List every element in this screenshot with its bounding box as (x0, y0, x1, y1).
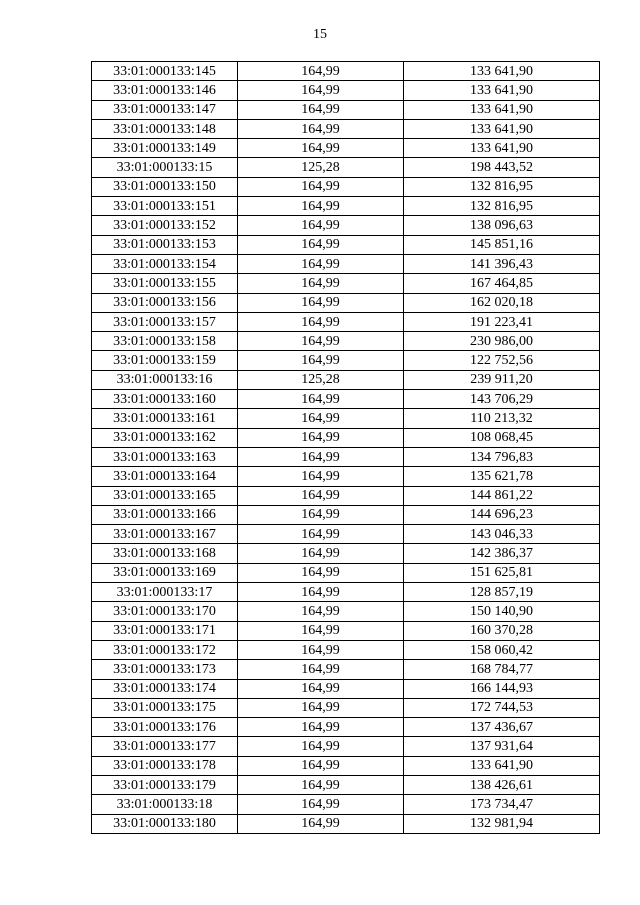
table-row (92, 795, 600, 814)
cadastral-number-cell: 33:01:000133:158 (92, 332, 238, 351)
table-row (92, 235, 600, 254)
cadastral-number-cell: 33:01:000133:152 (92, 216, 238, 235)
cadastral-number-cell: 33:01:000133:15 (92, 158, 238, 177)
cadastral-number-cell: 33:01:000133:163 (92, 447, 238, 466)
area-cell: 125,28 (238, 370, 404, 389)
value-cell: 142 386,37 (404, 544, 600, 563)
cadastral-number-cell: 33:01:000133:18 (92, 795, 238, 814)
table-row (92, 158, 600, 177)
value-cell: 133 641,90 (404, 81, 600, 100)
table-row (92, 737, 600, 756)
table-row (92, 100, 600, 119)
area-cell: 164,99 (238, 409, 404, 428)
area-cell: 164,99 (238, 505, 404, 524)
cadastral-number-cell: 33:01:000133:16 (92, 370, 238, 389)
cadastral-number-cell: 33:01:000133:150 (92, 177, 238, 196)
table-row (92, 602, 600, 621)
cadastral-number-cell: 33:01:000133:180 (92, 814, 238, 833)
value-cell: 150 140,90 (404, 602, 600, 621)
area-cell: 164,99 (238, 312, 404, 331)
cadastral-number-cell: 33:01:000133:153 (92, 235, 238, 254)
area-cell: 164,99 (238, 775, 404, 794)
value-cell: 162 020,18 (404, 293, 600, 312)
value-cell: 133 641,90 (404, 139, 600, 158)
value-cell: 143 706,29 (404, 390, 600, 409)
area-cell: 164,99 (238, 544, 404, 563)
cadastral-number-cell: 33:01:000133:159 (92, 351, 238, 370)
table-row (92, 621, 600, 640)
value-cell: 158 060,42 (404, 640, 600, 659)
value-cell: 108 068,45 (404, 428, 600, 447)
area-cell: 164,99 (238, 583, 404, 602)
value-cell: 151 625,81 (404, 563, 600, 582)
cadastral-number-cell: 33:01:000133:166 (92, 505, 238, 524)
value-cell: 168 784,77 (404, 660, 600, 679)
area-cell: 125,28 (238, 158, 404, 177)
cadastral-number-cell: 33:01:000133:157 (92, 312, 238, 331)
table-row (92, 756, 600, 775)
value-cell: 198 443,52 (404, 158, 600, 177)
value-cell: 138 096,63 (404, 216, 600, 235)
table-row (92, 62, 600, 81)
area-cell: 164,99 (238, 698, 404, 717)
area-cell: 164,99 (238, 718, 404, 737)
table-row (92, 274, 600, 293)
table-row (92, 119, 600, 138)
table-row (92, 679, 600, 698)
table-row (92, 583, 600, 602)
table-row (92, 718, 600, 737)
value-cell: 128 857,19 (404, 583, 600, 602)
area-cell: 164,99 (238, 525, 404, 544)
cadastral-number-cell: 33:01:000133:165 (92, 486, 238, 505)
cadastral-number-cell: 33:01:000133:170 (92, 602, 238, 621)
cadastral-number-cell: 33:01:000133:169 (92, 563, 238, 582)
value-cell: 138 426,61 (404, 775, 600, 794)
cadastral-number-cell: 33:01:000133:146 (92, 81, 238, 100)
area-cell: 164,99 (238, 293, 404, 312)
cadastral-number-cell: 33:01:000133:154 (92, 254, 238, 273)
value-cell: 173 734,47 (404, 795, 600, 814)
cadastral-number-cell: 33:01:000133:160 (92, 390, 238, 409)
table-row (92, 525, 600, 544)
cadastral-number-cell: 33:01:000133:172 (92, 640, 238, 659)
cadastral-number-cell: 33:01:000133:168 (92, 544, 238, 563)
area-cell: 164,99 (238, 602, 404, 621)
table-row (92, 139, 600, 158)
area-cell: 164,99 (238, 351, 404, 370)
value-cell: 137 931,64 (404, 737, 600, 756)
value-cell: 133 641,90 (404, 100, 600, 119)
value-cell: 144 861,22 (404, 486, 600, 505)
area-cell: 164,99 (238, 119, 404, 138)
area-cell: 164,99 (238, 467, 404, 486)
area-cell: 164,99 (238, 332, 404, 351)
value-cell: 133 641,90 (404, 119, 600, 138)
value-cell: 145 851,16 (404, 235, 600, 254)
area-cell: 164,99 (238, 563, 404, 582)
table-row (92, 409, 600, 428)
area-cell: 164,99 (238, 177, 404, 196)
cadastral-number-cell: 33:01:000133:155 (92, 274, 238, 293)
table-row (92, 312, 600, 331)
area-cell: 164,99 (238, 216, 404, 235)
table-row (92, 81, 600, 100)
value-cell: 191 223,41 (404, 312, 600, 331)
value-cell: 160 370,28 (404, 621, 600, 640)
value-cell: 132 816,95 (404, 177, 600, 196)
value-cell: 239 911,20 (404, 370, 600, 389)
value-cell: 132 981,94 (404, 814, 600, 833)
value-cell: 167 464,85 (404, 274, 600, 293)
cadastral-number-cell: 33:01:000133:179 (92, 775, 238, 794)
area-cell: 164,99 (238, 737, 404, 756)
area-cell: 164,99 (238, 274, 404, 293)
area-cell: 164,99 (238, 621, 404, 640)
area-cell: 164,99 (238, 447, 404, 466)
value-cell: 133 641,90 (404, 756, 600, 775)
cadastral-number-cell: 33:01:000133:178 (92, 756, 238, 775)
table-row (92, 216, 600, 235)
table-row (92, 293, 600, 312)
value-cell: 134 796,83 (404, 447, 600, 466)
table-row (92, 660, 600, 679)
cadastral-number-cell: 33:01:000133:176 (92, 718, 238, 737)
page-number: 15 (313, 27, 327, 42)
cadastral-number-cell: 33:01:000133:148 (92, 119, 238, 138)
table-row (92, 486, 600, 505)
table-row (92, 467, 600, 486)
value-cell: 172 744,53 (404, 698, 600, 717)
value-cell: 230 986,00 (404, 332, 600, 351)
cadastral-number-cell: 33:01:000133:164 (92, 467, 238, 486)
cadastral-number-cell: 33:01:000133:177 (92, 737, 238, 756)
area-cell: 164,99 (238, 756, 404, 775)
area-cell: 164,99 (238, 795, 404, 814)
area-cell: 164,99 (238, 428, 404, 447)
cadastral-number-cell: 33:01:000133:145 (92, 62, 238, 81)
cadastral-number-cell: 33:01:000133:175 (92, 698, 238, 717)
value-cell: 166 144,93 (404, 679, 600, 698)
area-cell: 164,99 (238, 660, 404, 679)
cadastral-number-cell: 33:01:000133:147 (92, 100, 238, 119)
table-row (92, 814, 600, 833)
cadastral-number-cell: 33:01:000133:171 (92, 621, 238, 640)
area-cell: 164,99 (238, 254, 404, 273)
table-row (92, 505, 600, 524)
table-row (92, 177, 600, 196)
table-row (92, 254, 600, 273)
table-row (92, 390, 600, 409)
area-cell: 164,99 (238, 62, 404, 81)
area-cell: 164,99 (238, 679, 404, 698)
table-row (92, 332, 600, 351)
value-cell: 143 046,33 (404, 525, 600, 544)
value-cell: 110 213,32 (404, 409, 600, 428)
table-body (92, 62, 600, 834)
table-row (92, 197, 600, 216)
table-row (92, 351, 600, 370)
table-row (92, 563, 600, 582)
cadastral-number-cell: 33:01:000133:151 (92, 197, 238, 216)
area-cell: 164,99 (238, 390, 404, 409)
value-cell: 137 436,67 (404, 718, 600, 737)
data-table (91, 61, 600, 834)
area-cell: 164,99 (238, 197, 404, 216)
table-row (92, 640, 600, 659)
value-cell: 135 621,78 (404, 467, 600, 486)
area-cell: 164,99 (238, 814, 404, 833)
area-cell: 164,99 (238, 486, 404, 505)
area-cell: 164,99 (238, 139, 404, 158)
area-cell: 164,99 (238, 640, 404, 659)
value-cell: 144 696,23 (404, 505, 600, 524)
area-cell: 164,99 (238, 81, 404, 100)
table-row (92, 544, 600, 563)
table-row (92, 775, 600, 794)
cadastral-number-cell: 33:01:000133:167 (92, 525, 238, 544)
table-row (92, 428, 600, 447)
cadastral-number-cell: 33:01:000133:149 (92, 139, 238, 158)
area-cell: 164,99 (238, 235, 404, 254)
cadastral-number-cell: 33:01:000133:156 (92, 293, 238, 312)
area-cell: 164,99 (238, 100, 404, 119)
value-cell: 122 752,56 (404, 351, 600, 370)
value-cell: 132 816,95 (404, 197, 600, 216)
cadastral-number-cell: 33:01:000133:17 (92, 583, 238, 602)
table-row (92, 447, 600, 466)
cadastral-number-cell: 33:01:000133:161 (92, 409, 238, 428)
cadastral-number-cell: 33:01:000133:162 (92, 428, 238, 447)
table-row (92, 698, 600, 717)
table-row (92, 370, 600, 389)
value-cell: 133 641,90 (404, 62, 600, 81)
value-cell: 141 396,43 (404, 254, 600, 273)
cadastral-number-cell: 33:01:000133:174 (92, 679, 238, 698)
cadastral-number-cell: 33:01:000133:173 (92, 660, 238, 679)
